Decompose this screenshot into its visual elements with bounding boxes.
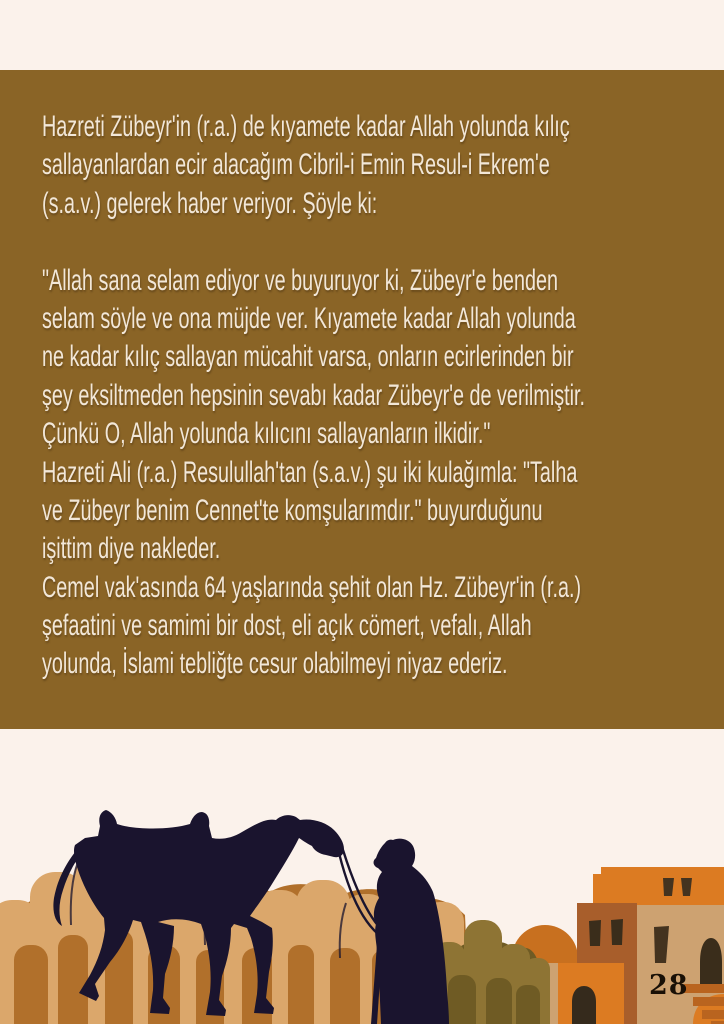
arched-doorway <box>700 938 722 990</box>
body-text-line: ve Zübeyr benim Cennet'te komşularımdır." buyurduğunu <box>42 493 543 527</box>
page-number: 28 <box>649 970 689 1001</box>
body-text-line: ne kadar kılıç sallayan mücahit varsa, onların ecirlerinden bir <box>42 340 574 374</box>
shepherd-body <box>374 839 449 1024</box>
body-text-line: (s.a.v.) gelerek haber veriyor. Şöyle ki: <box>42 186 378 220</box>
body-text-line: şefaatini ve samimi bir dost, eli açık cömert, vefalı, Allah <box>42 609 532 643</box>
shepherd-silhouette <box>371 839 449 1024</box>
window <box>589 920 601 946</box>
illustration <box>0 729 724 1024</box>
body-text-line: selam söyle ve ona müjde ver. Kıyamete kadar Allah yolunda <box>42 301 576 335</box>
content-panel <box>0 70 724 729</box>
body-text-line: Hazreti Ali (r.a.) Resulullah'tan (s.a.v.) şu iki kulağımla: "Talha <box>42 455 578 489</box>
body-text <box>42 108 722 684</box>
body-text-line: işittim diye nakleder. <box>42 532 221 566</box>
body-text-line: yolunda, İslami tebliğte cesur olabilmeyi niyaz ederiz. <box>42 647 508 681</box>
body-text-line: Çünkü O, Allah yolunda kılıcını sallayanların ilkidir." <box>42 417 491 451</box>
body-text-line: Hazreti Zübeyr'in (r.a.) de kıyamete kadar Allah yolunda kılıç <box>42 110 570 143</box>
building-orange-top <box>593 867 724 906</box>
body-text-line: Cemel vak'asında 64 yaşlarında şehit olan Hz. Zübeyr'in (r.a.) <box>42 570 582 604</box>
window <box>611 919 623 945</box>
body-text-line: şey eksiltmeden hepsinin sevabı kadar Zübeyr'e de verilmiştir. <box>42 378 586 412</box>
arched-doorway <box>572 986 596 1024</box>
body-text-blank-line <box>42 223 491 261</box>
body-text-line: "Allah sana selam ediyor ve buyuruyor ki, Zübeyr'e benden <box>42 263 558 297</box>
body-text-line: sallayanlardan ecir alacağım Cibril-i Emin Resul-i Ekrem'e <box>42 148 550 182</box>
